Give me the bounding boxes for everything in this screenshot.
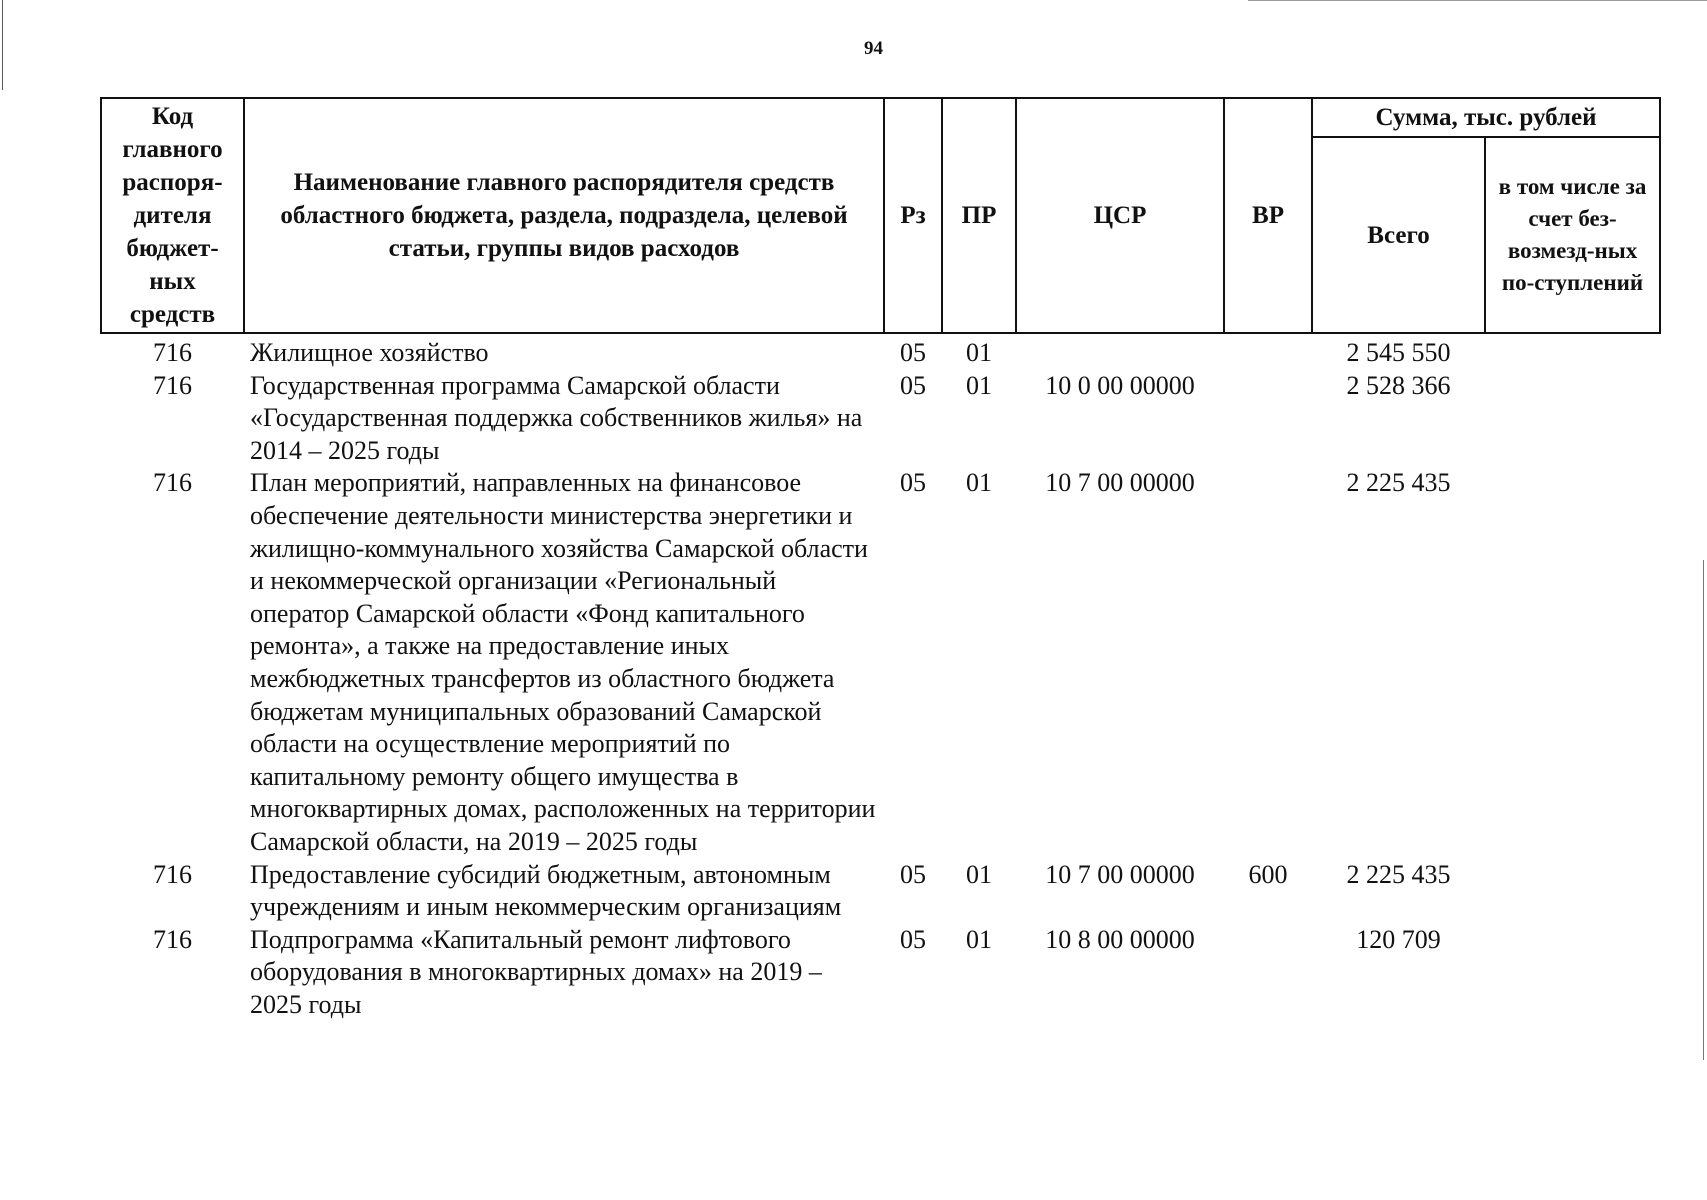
cell-name: Подпрограмма «Капитальный ремонт лифтового оборудования в многоквартирных домах» на 2019 – 2025 годы [250, 924, 822, 1019]
cell-code: 716 [153, 859, 192, 889]
cell-name: План мероприятий, направленных на финансовое обеспечение деятельности министерства энергетики и жилищно-коммунального хозяйства Самарской области и некоммерческой организации «Региональный оператор Самарской области «Фонд капитального ремонта», а также на предоставление иных межбюджетных трансфертов из областного бюджета бюджетам муниципальных образований Самарской области на осуществление мероприятий по капитальному ремонту общего имущества в многоквартирных домах, расположенных на территории Самарской области, на 2019 – 2025 годы [250, 468, 876, 856]
cell-csr: 10 0 00 00000 [1045, 370, 1195, 400]
cell-pr: 01 [966, 338, 992, 367]
cell-total: 2 225 435 [1346, 468, 1451, 498]
cell-pr: 01 [966, 859, 992, 889]
cell-code: 716 [153, 370, 192, 400]
budget-table [100, 97, 1661, 1021]
cell-name: Жилищное хозяйство [250, 338, 489, 367]
header-vr: ВР [1224, 98, 1312, 333]
cell-total: 2 225 435 [1346, 859, 1451, 889]
cell-name: Предоставление субсидий бюджетным, автономным учреждениям и иным некоммерческим организациям [250, 859, 842, 922]
cell-name: Государственная программа Самарской области «Государственная поддержка собственников жилья» на 2014 – 2025 годы [250, 370, 863, 465]
cell-total: 120 709 [1356, 924, 1441, 954]
cell-pr: 01 [966, 924, 992, 954]
table-body [101, 333, 1660, 1021]
header-csr: ЦСР [1016, 98, 1224, 333]
cell-rz: 05 [900, 338, 926, 367]
cell-total: 2 545 550 [1346, 338, 1451, 367]
cell-code: 716 [153, 468, 192, 498]
header-name: Наименование главного распорядителя средств областного бюджета, раздела, подраздела, целевой статьи, группы видов расходов [244, 98, 884, 333]
header-rz: Рз [884, 98, 942, 333]
cell-code: 716 [153, 338, 192, 367]
cell-rz: 05 [900, 924, 926, 954]
cell-vr [1224, 924, 1312, 1022]
cell-rz: 05 [900, 859, 926, 889]
cell-vr [1224, 467, 1312, 858]
table-row [101, 924, 1660, 1022]
cell-gratuitous [1485, 924, 1660, 1022]
table-row [101, 333, 1660, 370]
cell-gratuitous [1485, 333, 1660, 370]
cell-gratuitous [1485, 859, 1660, 924]
header-code: Код главного распоря-дителя бюджет-ных средств [101, 98, 244, 333]
table-row [101, 859, 1660, 924]
cell-gratuitous [1485, 467, 1660, 858]
cell-rz: 05 [900, 468, 926, 498]
cell-vr [1224, 333, 1312, 370]
cell-total: 2 528 366 [1346, 370, 1451, 400]
cell-csr: 10 7 00 00000 [1045, 468, 1195, 498]
scan-edge-right [1703, 560, 1704, 1060]
cell-vr: 600 [1248, 859, 1288, 889]
table-row [101, 370, 1660, 468]
table-row [101, 467, 1660, 858]
table-header [101, 98, 1660, 333]
cell-rz: 05 [900, 370, 926, 400]
scan-edge-top [1248, 0, 1707, 1]
cell-pr: 01 [966, 468, 992, 498]
header-sum: Сумма, тыс. рублей [1312, 98, 1660, 137]
cell-csr: 10 7 00 00000 [1045, 859, 1195, 889]
page-number: 94 [864, 38, 883, 59]
header-pr: ПР [942, 98, 1016, 333]
cell-code: 716 [153, 924, 192, 954]
cell-csr: 10 8 00 00000 [1045, 924, 1195, 954]
header-gratuitous: в том числе за счет без-возмезд-ных по-ступлений [1485, 137, 1660, 333]
cell-vr [1224, 370, 1312, 468]
cell-pr: 01 [966, 370, 992, 400]
cell-csr [1016, 333, 1224, 370]
header-total: Всего [1312, 137, 1485, 333]
cell-gratuitous [1485, 370, 1660, 468]
